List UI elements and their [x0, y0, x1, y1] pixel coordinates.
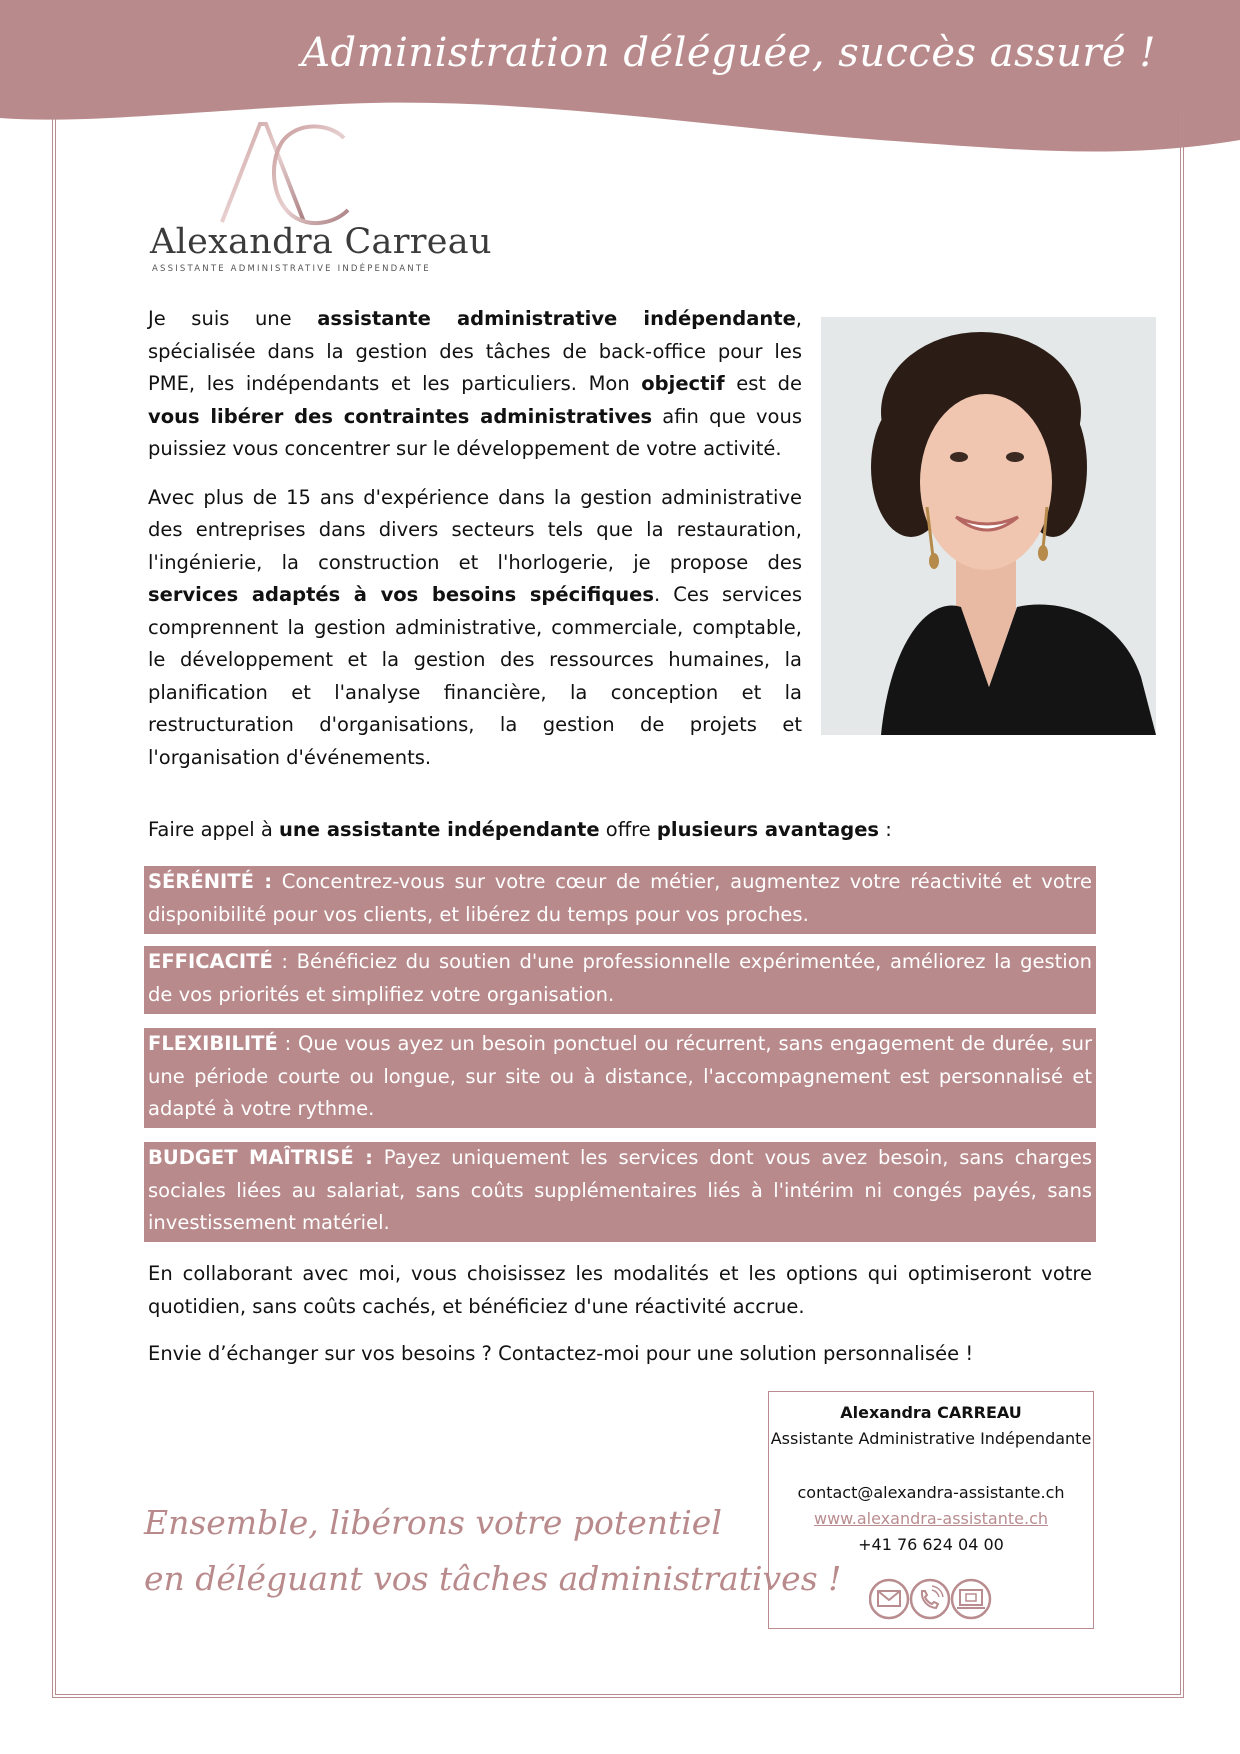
logo-name: Alexandra Carreau: [150, 222, 492, 262]
advantage-budget: BUDGET MAÎTRISÉ : Payez uniquement les services dont vous avez besoin, sans charges sociales liées au salariat, sans coûts supplémentaires liés à l'intérim ni congés payés, sans investissement matériel.: [144, 1142, 1096, 1242]
closing-paragraph-2: Envie d’échanger sur vos besoins ? Contactez-moi pour une solution personnalisée !: [148, 1342, 974, 1365]
contact-icons: [869, 1576, 995, 1622]
header-tagline: Administration déléguée, succès assuré !: [301, 30, 1156, 76]
advantage-serenite: SÉRÉNITÉ : Concentrez-vous sur votre cœur de métier, augmentez votre réactivité et votre disponibilité pour vos clients, et libérez du temps pour vos proches.: [144, 866, 1096, 934]
logo-subtitle: ASSISTANTE ADMINISTRATIVE INDÉPENDANTE: [152, 264, 431, 274]
intro-paragraph-1: Je suis une assistante administrative indépendante, spécialisée dans la gestion des tâches de back-office pour les PME, les indépendants et les particuliers. Mon objectif est de vous libérer des contraintes administratives afin que vous puissiez vous concentrer sur le développement de votre activité.: [148, 307, 802, 460]
advantage-flexibilite: FLEXIBILITÉ : Que vous ayez un besoin ponctuel ou récurrent, sans engagement de durée, sur une période courte ou longue, sur site ou à distance, l'accompagnement est personnalisé et adapté à votre rythme.: [144, 1028, 1096, 1128]
slogan-line-2: en déléguant vos tâches administratives !: [144, 1559, 842, 1598]
portrait-photo: [821, 317, 1156, 735]
contact-role: Assistante Administrative Indépendante: [770, 1429, 1092, 1448]
computer-icon[interactable]: [952, 1580, 990, 1618]
intro-paragraph-2: Avec plus de 15 ans d'expérience dans la gestion administrative des entreprises dans divers secteurs tels que la restauration, l'ingénierie, la construction et l'horlogerie, je propose des services adaptés à vos besoins spécifiques. Ces services comprennent la gestion administrative, commerciale, comptable, le développement et la gestion des ressources humaines, la planification et l'analyse financière, la conception et la restructuration d'organisations, la gestion de projets et l'organisation d'événements.: [148, 485, 802, 769]
contact-website-link[interactable]: www.alexandra-assistante.ch: [813, 1509, 1049, 1528]
logo: [148, 118, 492, 278]
intro-text: [148, 303, 802, 790]
slogan: [144, 1495, 841, 1607]
slogan-line-1: Ensemble, libérons votre potentiel: [144, 1503, 722, 1542]
closing-paragraph-1: En collaborant avec moi, vous choisissez les modalités et les options qui optimiseront votre quotidien, sans coûts cachés, et bénéficiez d'une réactivité accrue.: [148, 1262, 1092, 1318]
contact-email-link[interactable]: contact@alexandra-assistante.ch: [797, 1483, 1065, 1502]
envelope-icon[interactable]: [870, 1580, 908, 1618]
contact-name: Alexandra CARREAU: [840, 1403, 1022, 1422]
advantage-efficacite: EFFICACITÉ : Bénéficiez du soutien d'une professionnelle expérimentée, améliorez la gestion de vos priorités et simplifiez votre organisation.: [144, 946, 1096, 1014]
contact-phone: +41 76 624 04 00: [858, 1535, 1004, 1554]
phone-icon[interactable]: [911, 1580, 949, 1618]
advantages-lead: Faire appel à une assistante indépendante offre plusieurs avantages :: [148, 818, 892, 841]
ac-monogram-icon: [216, 118, 356, 228]
